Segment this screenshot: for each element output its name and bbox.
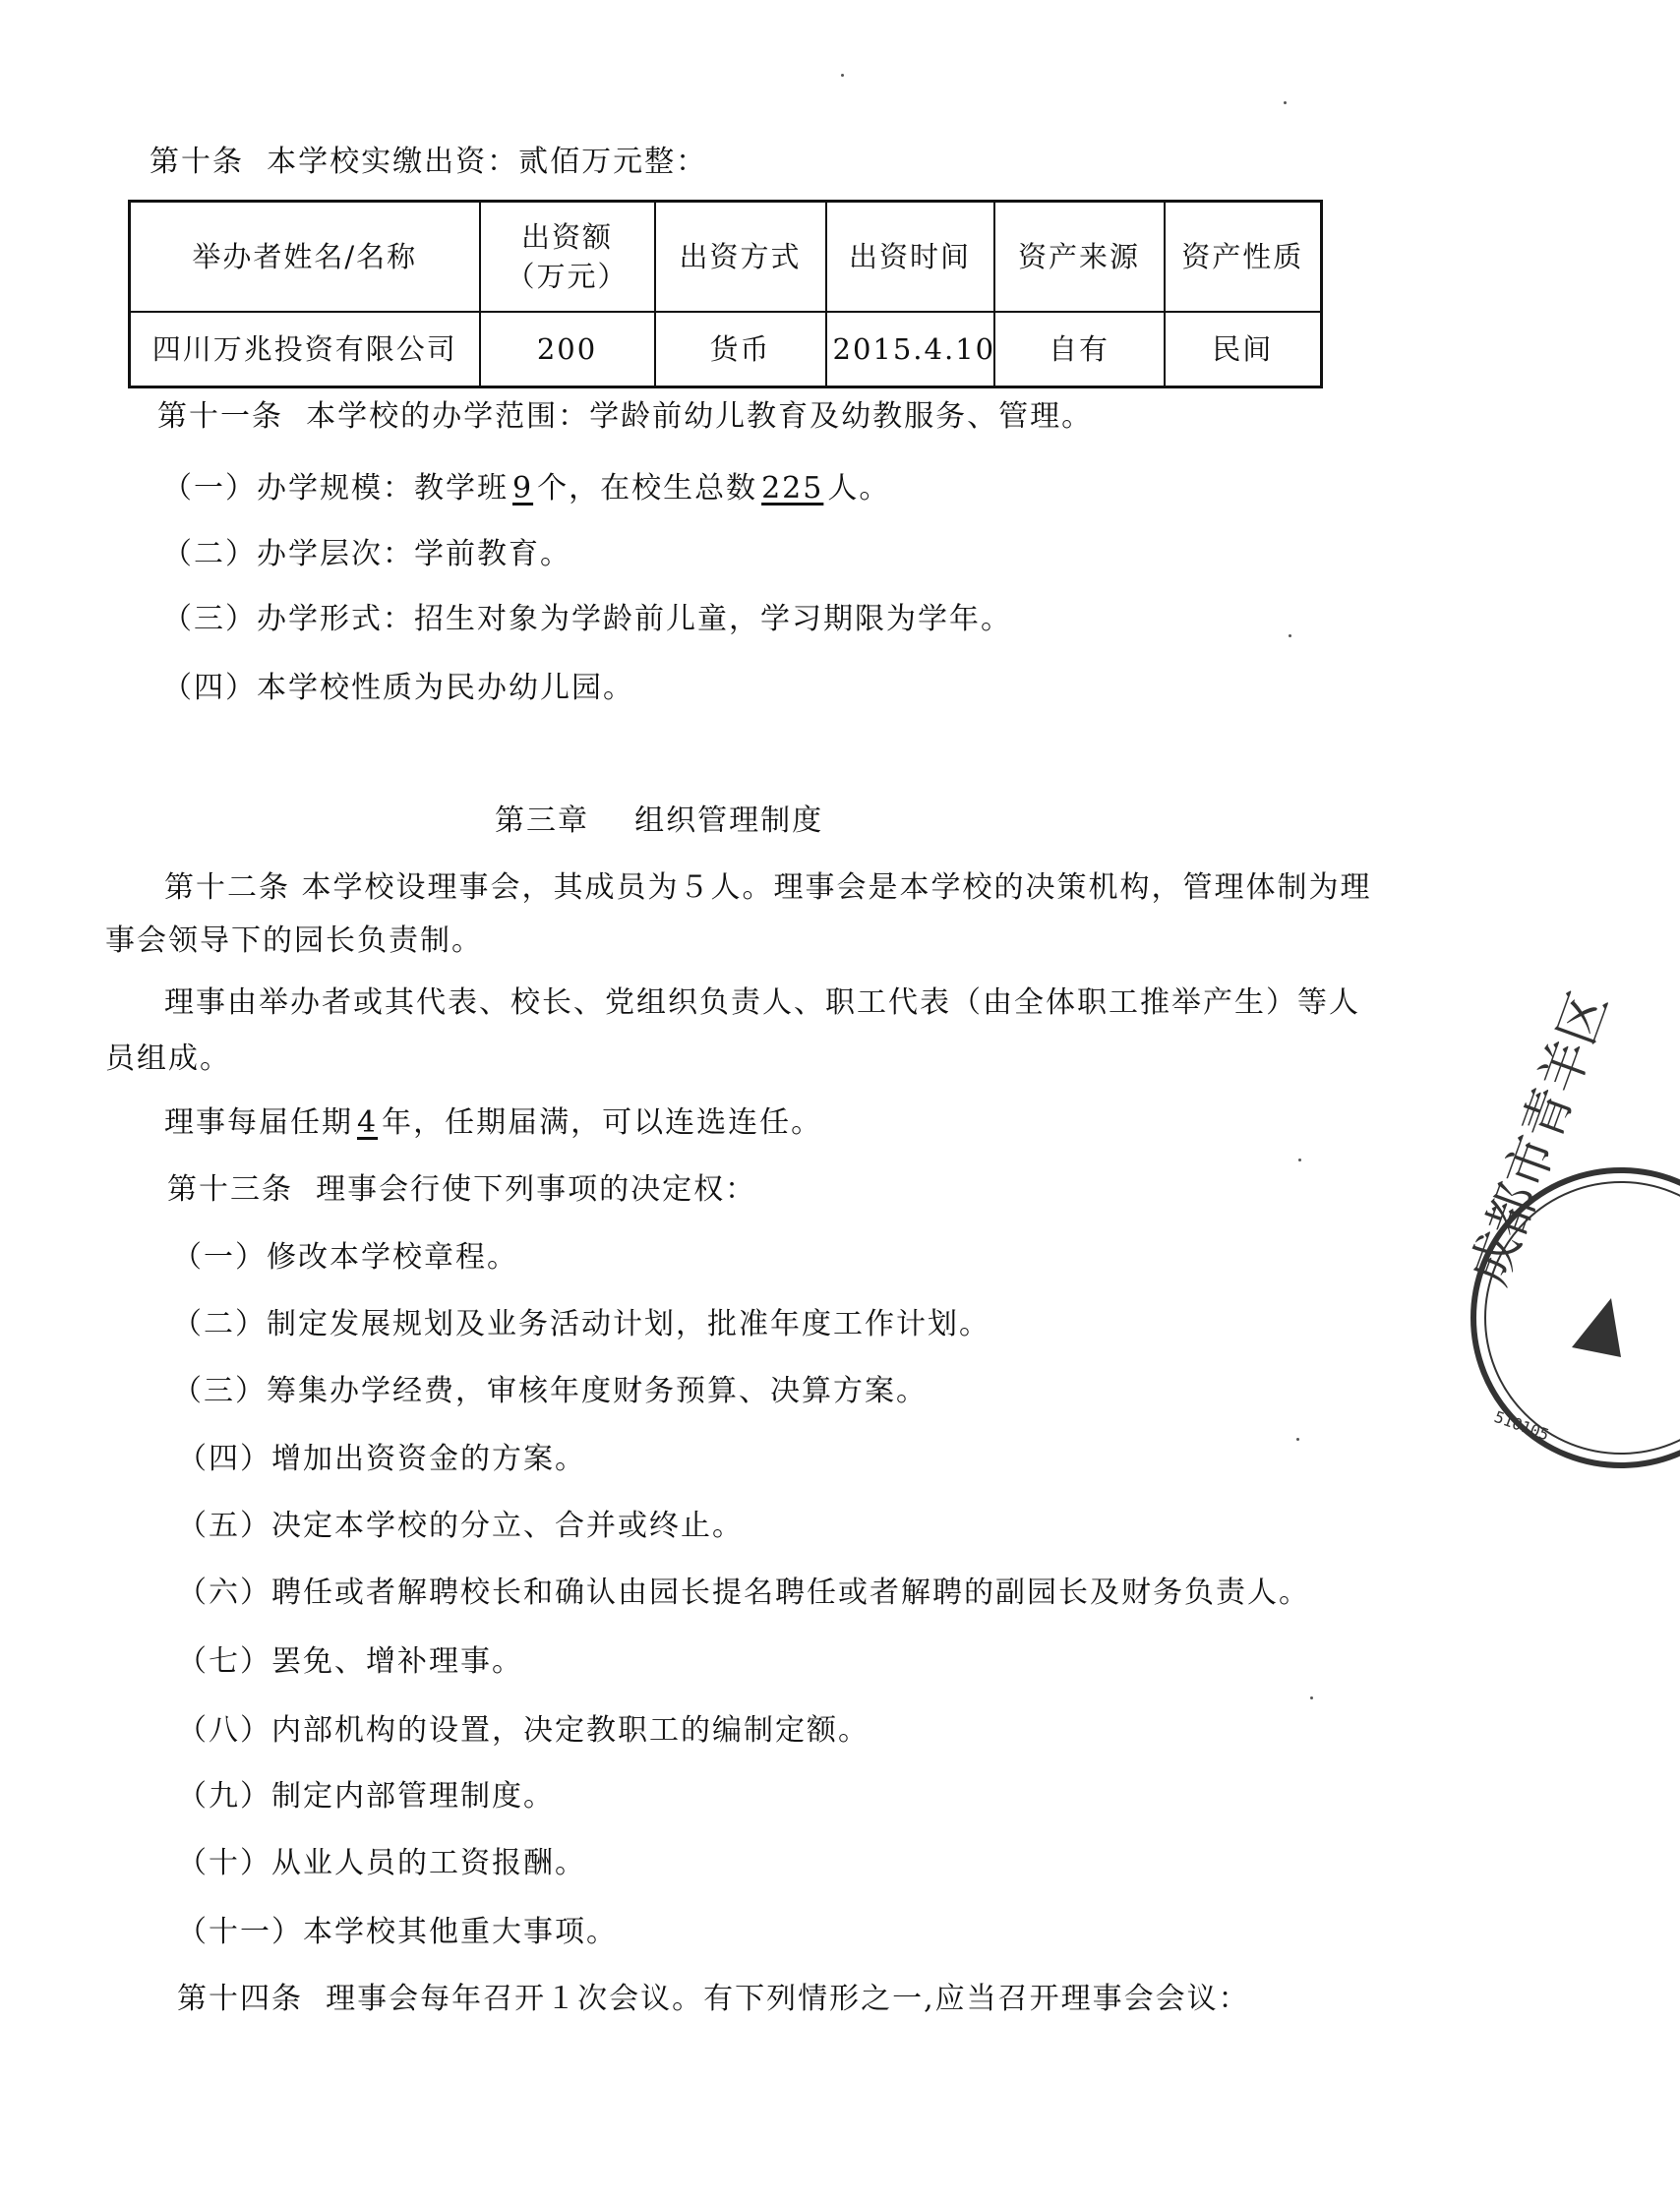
- article-13-item: （二）制定发展规划及业务活动计划，批准年度工作计划。: [172, 1307, 990, 1341]
- article-13-item: （五）决定本学校的分立、合并或终止。: [177, 1509, 744, 1543]
- header-amount: [480, 202, 655, 313]
- article-12-term: [164, 1103, 822, 1143]
- cell-nature: 民间: [1165, 312, 1322, 387]
- scan-speck: [1289, 634, 1291, 637]
- article-14-title: 第十四条: [177, 1982, 303, 2016]
- article-12-line-2: 事会领导下的园长负责制。: [105, 923, 483, 958]
- seal-number: 510105: [1491, 1406, 1552, 1445]
- scan-speck: [1298, 1159, 1301, 1161]
- term-text-a: 理事每届任期: [164, 1105, 353, 1140]
- item-1-text-b: 个，在校生总数: [537, 471, 758, 506]
- cell-source: 自有: [994, 312, 1165, 387]
- article-11-item-2: （二）办学层次：学前教育。: [162, 537, 571, 571]
- article-10-text: 本学校实缴出资：贰佰万元整：: [267, 145, 708, 179]
- seal-graphic: [1459, 983, 1680, 1485]
- header-time: 出资时间: [826, 202, 994, 313]
- article-11-item-4: （四）本学校性质为民办幼儿园。: [162, 671, 634, 705]
- article-11-item-3: （三）办学形式：招生对象为学龄前儿童，学习期限为学年。: [162, 602, 1012, 636]
- cell-time: 2015.4.10: [826, 312, 994, 387]
- article-13-item: （七）罢免、增补理事。: [177, 1644, 523, 1679]
- item-1-text-a: （一）办学规模：教学班: [162, 471, 509, 506]
- seal-star-icon: [1572, 1298, 1621, 1357]
- article-11: [157, 397, 1093, 437]
- article-11-item-1: [162, 469, 890, 508]
- table-header-row: [130, 202, 1322, 313]
- scan-speck: [841, 74, 844, 77]
- cell-method: 货币: [655, 312, 826, 387]
- header-nature: 资产性质: [1165, 202, 1322, 313]
- capital-contribution-table: [128, 200, 1323, 388]
- article-12-para-2-line-1: 理事由举办者或其代表、校长、党组织负责人、职工代表（由全体职工推举产生）等人: [164, 985, 1360, 1020]
- chapter-label: 第三章: [495, 803, 589, 838]
- article-10-title: 第十条: [150, 145, 244, 179]
- header-amount-line1: 出资额: [520, 220, 613, 254]
- article-11-text: 本学校的办学范围：学龄前幼儿教育及幼教服务、管理。: [306, 399, 1094, 434]
- article-14: [177, 1980, 1250, 2019]
- article-13-text: 理事会行使下列事项的决定权：: [316, 1172, 757, 1207]
- header-source: 资产来源: [994, 202, 1165, 313]
- scan-speck: [1296, 1438, 1299, 1441]
- scan-speck: [1310, 1696, 1313, 1699]
- header-method: 出资方式: [655, 202, 826, 313]
- article-13-item: （十一）本学校其他重大事项。: [177, 1915, 618, 1949]
- header-amount-line2: （万元）: [506, 260, 629, 293]
- chapter-title: 组织管理制度: [634, 803, 824, 838]
- article-12-para-2-line-2: 员组成。: [105, 1041, 231, 1076]
- term-text-b: 年，任期届满，可以连选连任。: [382, 1105, 823, 1140]
- article-13-item: （四）增加出资资金的方案。: [177, 1442, 586, 1476]
- article-11-title: 第十一条: [157, 399, 283, 434]
- seal-text: 成都市青羊区: [1459, 983, 1620, 1293]
- article-12-line-1: 第十二条 本学校设理事会，其成员为５人。理事会是本学校的决策机构，管理体制为理: [164, 870, 1372, 905]
- article-13-item: （八）内部机构的设置，决定教职工的编制定额。: [177, 1713, 870, 1748]
- cell-investor-name: 四川万兆投资有限公司: [130, 312, 480, 387]
- article-13-item: （一）修改本学校章程。: [172, 1240, 518, 1275]
- header-investor-name: 举办者姓名/名称: [130, 202, 480, 313]
- article-13: [167, 1170, 756, 1210]
- article-13-item: （三）筹集办学经费，审核年度财务预算、决算方案。: [172, 1374, 928, 1408]
- article-13-item: （九）制定内部管理制度。: [177, 1779, 555, 1814]
- scan-speck: [1284, 101, 1287, 104]
- item-1-text-c: 人。: [827, 471, 891, 506]
- official-seal: [1459, 983, 1620, 1485]
- chapter-heading: [495, 802, 823, 841]
- table-row: [130, 312, 1322, 387]
- cell-amount: 200: [480, 312, 655, 387]
- class-count: 9: [512, 471, 534, 506]
- article-14-text: 理事会每年召开１次会议。有下列情形之一,应当召开理事会会议：: [326, 1982, 1250, 2016]
- article-13-title: 第十三条: [167, 1172, 293, 1207]
- student-count: 225: [761, 471, 824, 506]
- article-10: [150, 143, 707, 182]
- article-13-item: （六）聘任或者解聘校长和确认由园长提名聘任或者解聘的副园长及财务负责人。: [177, 1576, 1310, 1610]
- article-13-item: （十）从业人员的工资报酬。: [177, 1846, 586, 1880]
- term-years: 4: [357, 1105, 379, 1140]
